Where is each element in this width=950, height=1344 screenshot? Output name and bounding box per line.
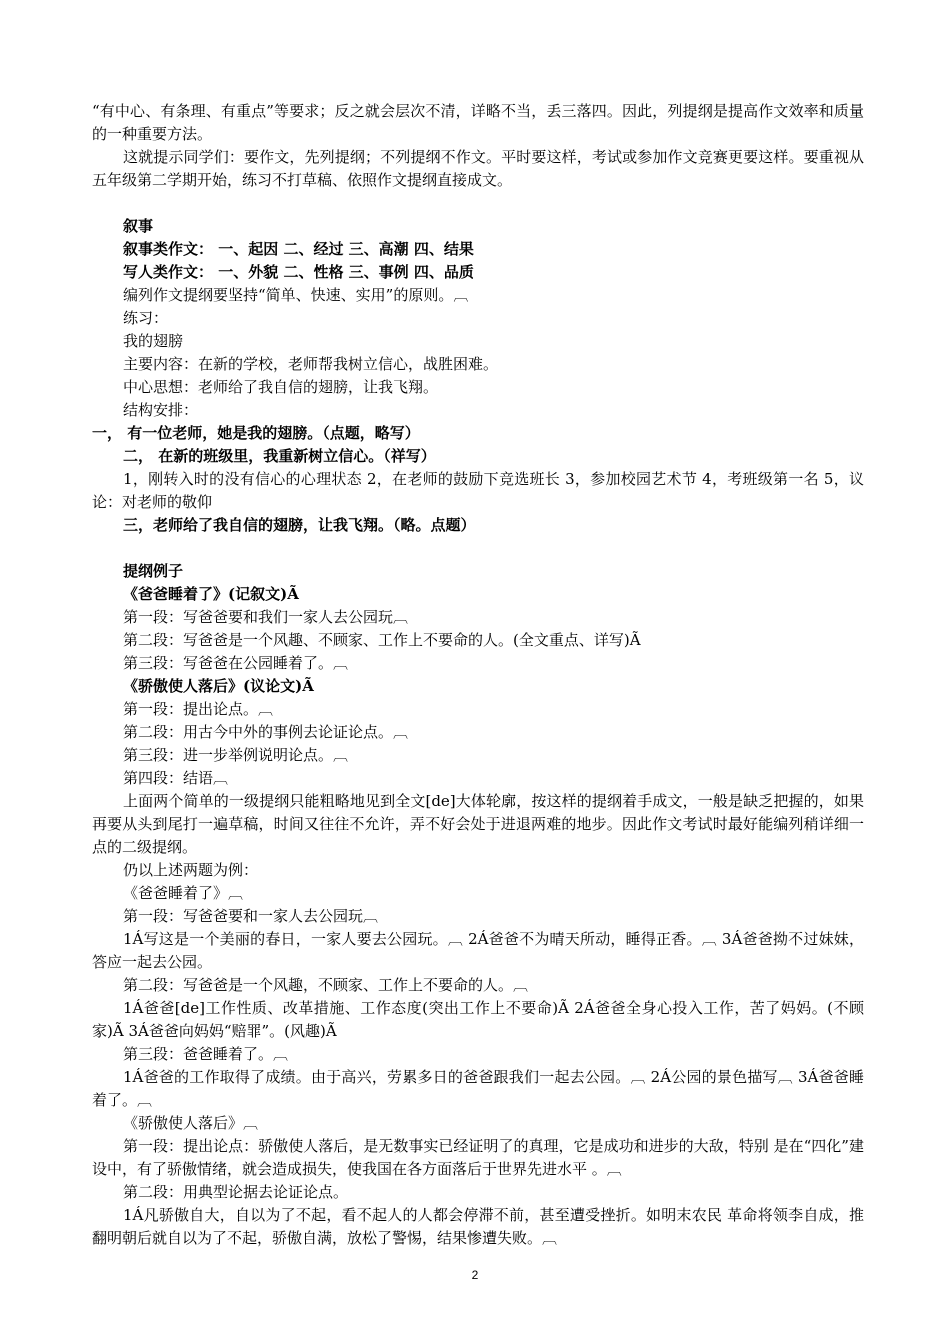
structure-label: 结构安排： (123, 401, 199, 419)
detailed-dad-two-points: 1Á爸爸[de]工作性质、改革措施、工作态度(突出工作上不要命)Ã 2Á爸爸全身心投入工作，苦了妈妈。(不顾家)Ã 3Á爸爸向妈妈“赔罪”。(风趣)Ã (92, 999, 864, 1040)
pride-paragraph-one: 第一段：提出论点。︹ (123, 700, 274, 718)
detailed-title-dad: 《爸爸睡着了》︹ (123, 884, 244, 902)
detailed-dad-three: 第三段：爸爸睡着了。︹ (123, 1045, 289, 1063)
structure-part-two-details: 1，刚转入时的没有信心的心理状态 2，在老师的鼓励下竞选班长 3，参加校园艺术节 4，考班级第一名 5，议论：对老师的敬仰 (92, 470, 864, 511)
central-idea: 中心思想：老师给了我自信的翅膀，让我飞翔。 (123, 378, 439, 396)
character-structure: 写人类作文： 一、外貌 二、性格 三、事例 四、品质 (123, 263, 474, 281)
dad-paragraph-two: 第二段：写爸爸是一个风趣、不顾家、工作上不要命的人。(全文重点、详写)Ã (123, 631, 641, 649)
exercise-title: 我的翅膀 (123, 332, 184, 350)
paragraph-intro-2: 这就提示同学们：要作文，先列提纲；不列提纲不作文。平时要这样，考试或参加作文竞赛更要这样。要重视从五年级第二学期开始，练习不打草稿、依照作文提纲直接成文。 (92, 148, 864, 189)
detailed-dad-three-points: 1Á爸爸的工作取得了成绩。由于高兴，劳累多日的爸爸跟我们一起去公园。︹ 2Á公园的景色描写︹ 3Á爸爸睡着了。︹ (92, 1068, 864, 1109)
explanation-paragraph: 上面两个简单的一级提纲只能粗略地见到全文[de]大体轮廓，按这样的提纲着手成文，一般是缺乏把握的，如果再要从头到尾打一遍草稿，时间又往往不允许，弄不好会处于进退两难的地步。因此作文考试时最好能编列稍详细一点的二级提纲。 (92, 792, 864, 856)
example-intro: 仍以上述两题为例： (123, 861, 259, 879)
detailed-dad-one-points: 1Á写这是一个美丽的春日，一家人要去公园玩。︹ 2Á爸爸不为晴天所动，睡得正香。︹ 3Á爸爸拗不过妹妹，答应一起去公园。 (92, 930, 864, 971)
section-heading-narrative: 叙事 (123, 217, 154, 235)
dad-paragraph-three: 第三段：写爸爸在公园睡着了。︹ (123, 654, 349, 672)
section-heading-examples: 提纲例子 (123, 562, 184, 580)
pride-paragraph-four: 第四段：结语︹ (123, 769, 229, 787)
detailed-title-pride: 《骄傲使人落后》︹ (123, 1114, 259, 1132)
blank-line (92, 537, 864, 560)
paragraph-intro-1: “有中心、有条理、有重点”等要求；反之就会层次不清，详略不当，丢三落四。因此，列提纲是提高作文效率和质量的一种重要方法。 (92, 102, 864, 143)
narrative-structure: 叙事类作文： 一、起因 二、经过 三、高潮 四、结果 (123, 240, 474, 258)
example-title-pride: 《骄傲使人落后》(议论文)Ã (123, 677, 314, 695)
structure-part-two: 二， 在新的班级里，我重新树立信心。（祥写） (123, 447, 436, 465)
document-body (92, 100, 864, 1250)
pride-paragraph-two: 第二段：用古今中外的事例去论证论点。︹ (123, 723, 409, 741)
detailed-pride-two-points: 1Á凡骄傲自大，自以为了不起，看不起人的人都会停滞不前，甚至遭受挫折。如明末农民 革命将领李自成，推翻明朝后就自以为了不起，骄傲自满，放松了警惕，结果惨遭失败。︹ (92, 1206, 864, 1247)
detailed-dad-two: 第二段：写爸爸是一个风趣，不顾家、工作上不要命的人。︹ (123, 976, 529, 994)
blank-line (92, 192, 864, 215)
example-title-dad: 《爸爸睡着了》(记叙文)Ã (123, 585, 299, 603)
page-number: 2 (471, 1268, 479, 1282)
exercise-label: 练习： (123, 309, 169, 327)
structure-part-one: 一， 有一位老师，她是我的翅膀。（点题，略写） (92, 424, 420, 442)
detailed-pride-one: 第一段：提出论点：骄傲使人落后，是无数事实已经证明了的真理，它是成功和进步的大敌，特别 是在“四化”建设中，有了骄傲情绪，就会造成损失，使我国在各方面落后于世界先进水平 。︹ (92, 1137, 864, 1178)
outline-principle: 编列作文提纲要坚持“简单、快速、实用”的原则。︹ (123, 286, 469, 304)
main-content: 主要内容：在新的学校，老师帮我树立信心，战胜困难。 (123, 355, 499, 373)
structure-part-three: 三，老师给了我自信的翅膀，让我飞翔。（略。点题） (123, 516, 476, 534)
detailed-pride-two: 第二段：用典型论据去论证论点。 (123, 1183, 349, 1201)
detailed-dad-one: 第一段：写爸爸要和一家人去公园玩︹ (123, 907, 379, 925)
dad-paragraph-one: 第一段：写爸爸要和我们一家人去公园玩︹ (123, 608, 409, 626)
pride-paragraph-three: 第三段：进一步举例说明论点。︹ (123, 746, 349, 764)
